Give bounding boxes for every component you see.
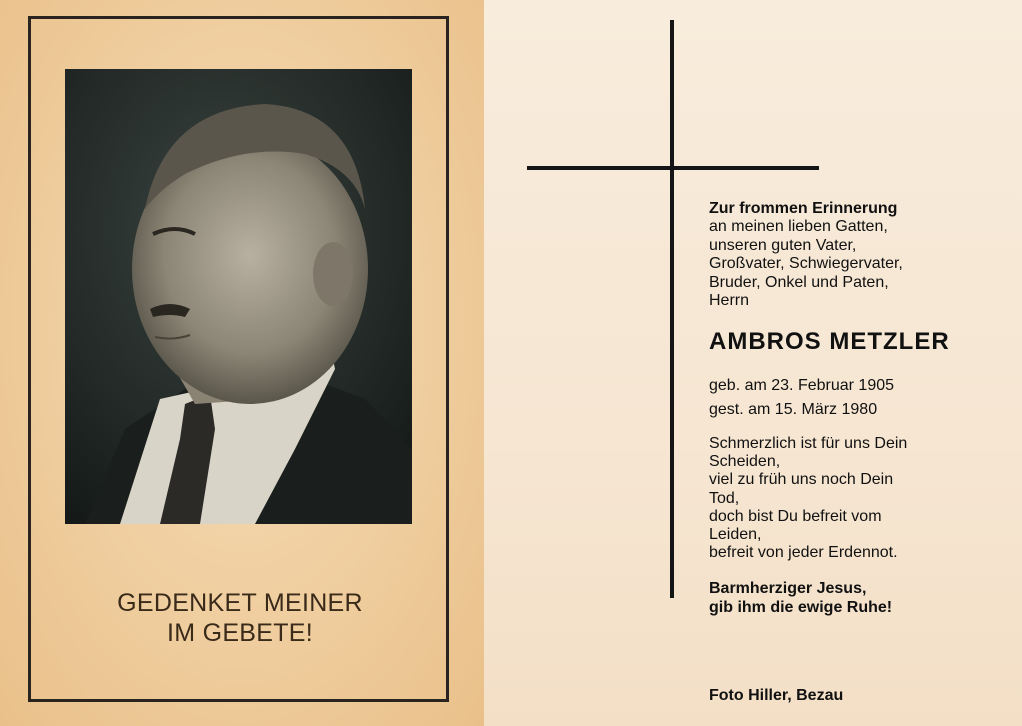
verse-line-7: befreit von jeder Erdennot. — [709, 544, 898, 562]
verse-line-5: doch bist Du befreit vom — [709, 507, 882, 525]
dedication-text — [709, 200, 1009, 310]
portrait-illustration — [65, 69, 412, 524]
verse-line-1: Schmerzlich ist für uns Dein — [709, 435, 908, 452]
memorial-motto — [60, 588, 420, 648]
prayer-line-1: Barmherziger Jesus, — [709, 580, 867, 597]
verse-line-4: Tod, — [709, 489, 740, 507]
card-right-panel — [484, 0, 1022, 726]
prayer-line-2: gib ihm die ewige Ruhe! — [709, 599, 893, 616]
motto-line-1: GEDENKET MEINER — [117, 589, 363, 617]
dedication-line-3: unseren guten Vater, — [709, 236, 857, 254]
card-left-panel — [0, 0, 484, 726]
dedication-line-2: an meinen lieben Gatten, — [709, 218, 888, 236]
cross-vertical-bar — [670, 20, 674, 598]
verse-line-6: Leiden, — [709, 526, 762, 544]
verse-line-2: Scheiden, — [709, 453, 781, 471]
cross-horizontal-bar — [527, 166, 819, 170]
memorial-verse — [709, 435, 907, 562]
dedication-line-6: Herrn — [709, 292, 750, 310]
portrait-photo — [65, 69, 412, 524]
dedication-line-5: Bruder, Onkel und Paten, — [709, 273, 889, 291]
death-date: gest. am 15. März 1980 — [709, 401, 878, 418]
photo-credit: Foto Hiller, Bezau — [709, 687, 844, 704]
verse-line-3: viel zu früh uns noch Dein — [709, 471, 894, 489]
deceased-name: AMBROS METZLER — [709, 328, 950, 355]
life-dates — [709, 374, 894, 422]
birth-date: geb. am 23. Februar 1905 — [709, 377, 895, 394]
motto-line-2: IM GEBETE! — [166, 619, 314, 647]
dedication-line-1: Zur frommen Erinnerung — [709, 200, 898, 217]
closing-prayer — [709, 579, 892, 617]
dedication-line-4: Großvater, Schwiegervater, — [709, 255, 903, 273]
